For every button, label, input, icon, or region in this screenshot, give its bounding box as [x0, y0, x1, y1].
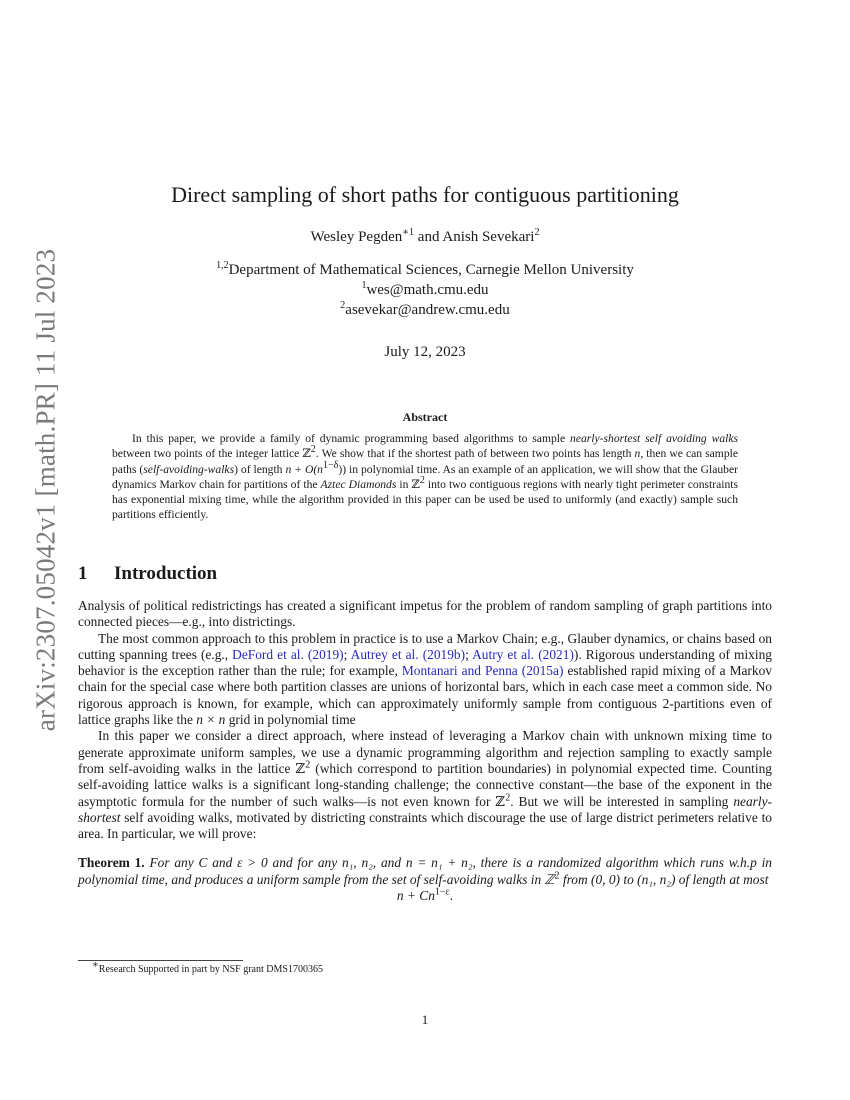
theorem-text: For any C and ε > 0 and for any n₁, n₂, and n = n₁ + n₂, there is a randomized algorithm which runs w.h.p in polynomial time, and produces a uniform sample from the set of self-avoiding walks in ℤ — [78, 855, 772, 887]
citation-year: (2019b) — [422, 646, 466, 662]
affiliation-mark: 1,2 — [216, 260, 229, 271]
body-text: In this paper we consider a direct approach, where instead of leveraging a Markov chain with unknown mixing time to generate approximate uniform samples, we use a dynamic programming algorithm and rejection sampling to exactly sample from self-avoiding walks in the lattice ℤ — [78, 728, 772, 776]
page-number: 1 — [421, 1012, 429, 1027]
display-equation — [78, 888, 772, 904]
abstract-math: n + O(n — [285, 462, 323, 476]
affiliation — [0, 260, 850, 280]
intro-paragraph-3 — [78, 728, 772, 842]
email-1-line — [0, 280, 850, 300]
theorem-1 — [78, 855, 772, 888]
abstract-text: in polynomial time. As an example of an application, we will show that the Glauber dynamics Markov chain for partitions of the — [112, 462, 738, 491]
email-2-line — [0, 300, 850, 320]
email-1: wes@math.cmu.edu — [366, 282, 489, 298]
abstract-paragraph — [112, 431, 738, 523]
citation-year: (2021) — [538, 646, 574, 662]
superscript: 2 — [505, 792, 511, 804]
author-joiner: and — [414, 229, 443, 245]
abstract-math: )) — [338, 462, 347, 476]
body-text: established rapid mixing of a Markov chain for the special case where both partition classes are unions of horizontal bars, which in each case meet a common side. No rigorous approach is known, for example, which can approximately uniformly sample from contiguous 2-partitions even of lattice graphs like the — [78, 663, 772, 728]
citation-autrey-2019b[interactable] — [351, 647, 465, 662]
footnote-divider — [78, 960, 243, 961]
author-2-mark: 2 — [534, 227, 540, 238]
body-text: (which correspond to partition boundaries) in polynomial expected time. Counting self-avoiding lattice walks is a significant long-standing challenge; the connective constant—the base of the exponent in the asymptotic formula for the number of such walks—is not even known for ℤ — [78, 760, 773, 809]
citation-authors: Autrey et al. — [350, 646, 419, 662]
abstract-superscript: 2 — [310, 444, 316, 456]
theorem-text: from (0, 0) to (n₁, n₂) of length at most — [559, 871, 769, 887]
citation-montanari-penna-2015a[interactable] — [402, 663, 564, 678]
body-text: grid in polynomial time — [225, 712, 356, 728]
body-text: . But we will be interested in sampling — [510, 793, 734, 809]
abstract-text: ) of length — [234, 462, 286, 476]
paper-date: July 12, 2023 — [384, 344, 466, 360]
abstract-text: In this paper, we provide a family of dynamic programming based algorithms to sample — [132, 432, 571, 445]
introduction-body — [78, 598, 772, 904]
abstract-heading: Abstract — [402, 410, 448, 424]
abstract-math-var: n — [634, 447, 641, 461]
affiliation-text: Department of Mathematical Sciences, Carnegie Mellon University — [228, 262, 634, 278]
footnote-text: Research Supported in part by NSF grant DMS1700365 — [98, 964, 323, 975]
section-heading — [78, 563, 217, 585]
citation-separator: ; — [343, 646, 351, 662]
abstract-body — [112, 431, 738, 523]
body-text: The most common approach to this problem in practice is to use a Markov Chain; e.g., Glauber dynamics, or chains based on cutting spanning trees (e.g., — [78, 630, 772, 662]
body-emphasis: nearly-shortest — [78, 793, 772, 825]
email-1-mark: 1 — [361, 280, 367, 291]
abstract-emphasis: nearly-shortest self avoiding walks — [570, 432, 738, 445]
citation-authors: DeFord et al. — [232, 646, 304, 662]
paper-title: Direct sampling of short paths for contiguous partitioning — [171, 182, 679, 207]
superscript: 2 — [554, 870, 560, 882]
section-number: 1 — [78, 563, 88, 584]
equation-superscript: 1−ε — [434, 886, 450, 898]
citation-authors: Autry et al. — [472, 646, 535, 662]
footnote — [92, 959, 323, 975]
theorem-label: Theorem 1. — [78, 855, 145, 871]
citation-deford-2019[interactable] — [232, 647, 343, 662]
author-2: Anish Sevekari — [442, 229, 535, 245]
body-text: self avoiding walks, motivated by districting constraints which discourage the use of large district perimeters relative to area. In particular, we will prove: — [78, 809, 772, 842]
abstract-emphasis: Aztec Diamonds — [320, 477, 397, 491]
abstract-text: in ℤ — [396, 477, 420, 491]
citation-year: (2015a) — [521, 663, 564, 679]
intro-paragraph-1: Analysis of political redistrictings has created a significant impetus for the problem of random sampling of graph partitions into connected pieces—e.g., into districtings. — [78, 598, 772, 630]
intro-paragraph-2 — [78, 631, 772, 729]
body-text: ). Rigorous understanding of mixing behavior is the exception rather than the rule; for example, — [78, 646, 772, 679]
equation-text: n + Cn — [396, 888, 435, 904]
citation-separator: ; — [465, 646, 473, 662]
abstract-text: . We show that if the shortest path of between two points has length — [315, 447, 635, 461]
abstract-emphasis: self-avoiding-walks — [143, 462, 235, 476]
citation-authors: Montanari and Penna — [401, 663, 518, 679]
superscript: 2 — [305, 759, 311, 771]
abstract-superscript: 2 — [419, 475, 425, 487]
abstract-superscript: 1−δ — [322, 459, 339, 471]
email-2: asevekar@andrew.cmu.edu — [345, 302, 510, 318]
inline-math: n × n — [196, 712, 226, 728]
equation-period: . — [449, 888, 454, 904]
author-line — [0, 229, 850, 246]
abstract-text: into two contiguous regions with nearly tight perimeter constraints has exponential mixing time, while the algorithm provided in this paper can be used be used to uniformly (and exactly) sample such partitions efficiently. — [112, 477, 738, 522]
email-2-mark: 2 — [340, 300, 346, 311]
arxiv-identifier: arXiv:2307.05042v1 [math.PR] 11 Jul 2023 — [30, 248, 61, 732]
footnote-mark: ∗ — [92, 959, 99, 971]
author-1-mark: ∗1 — [402, 227, 415, 238]
citation-autry-2021[interactable] — [472, 647, 574, 662]
citation-year: (2019) — [307, 646, 344, 662]
abstract-text: between two points of the integer lattice ℤ — [112, 447, 311, 461]
section-title: Introduction — [114, 563, 218, 584]
abstract-text: , then we can sample paths ( — [112, 447, 738, 476]
author-1: Wesley Pegden — [310, 229, 403, 245]
